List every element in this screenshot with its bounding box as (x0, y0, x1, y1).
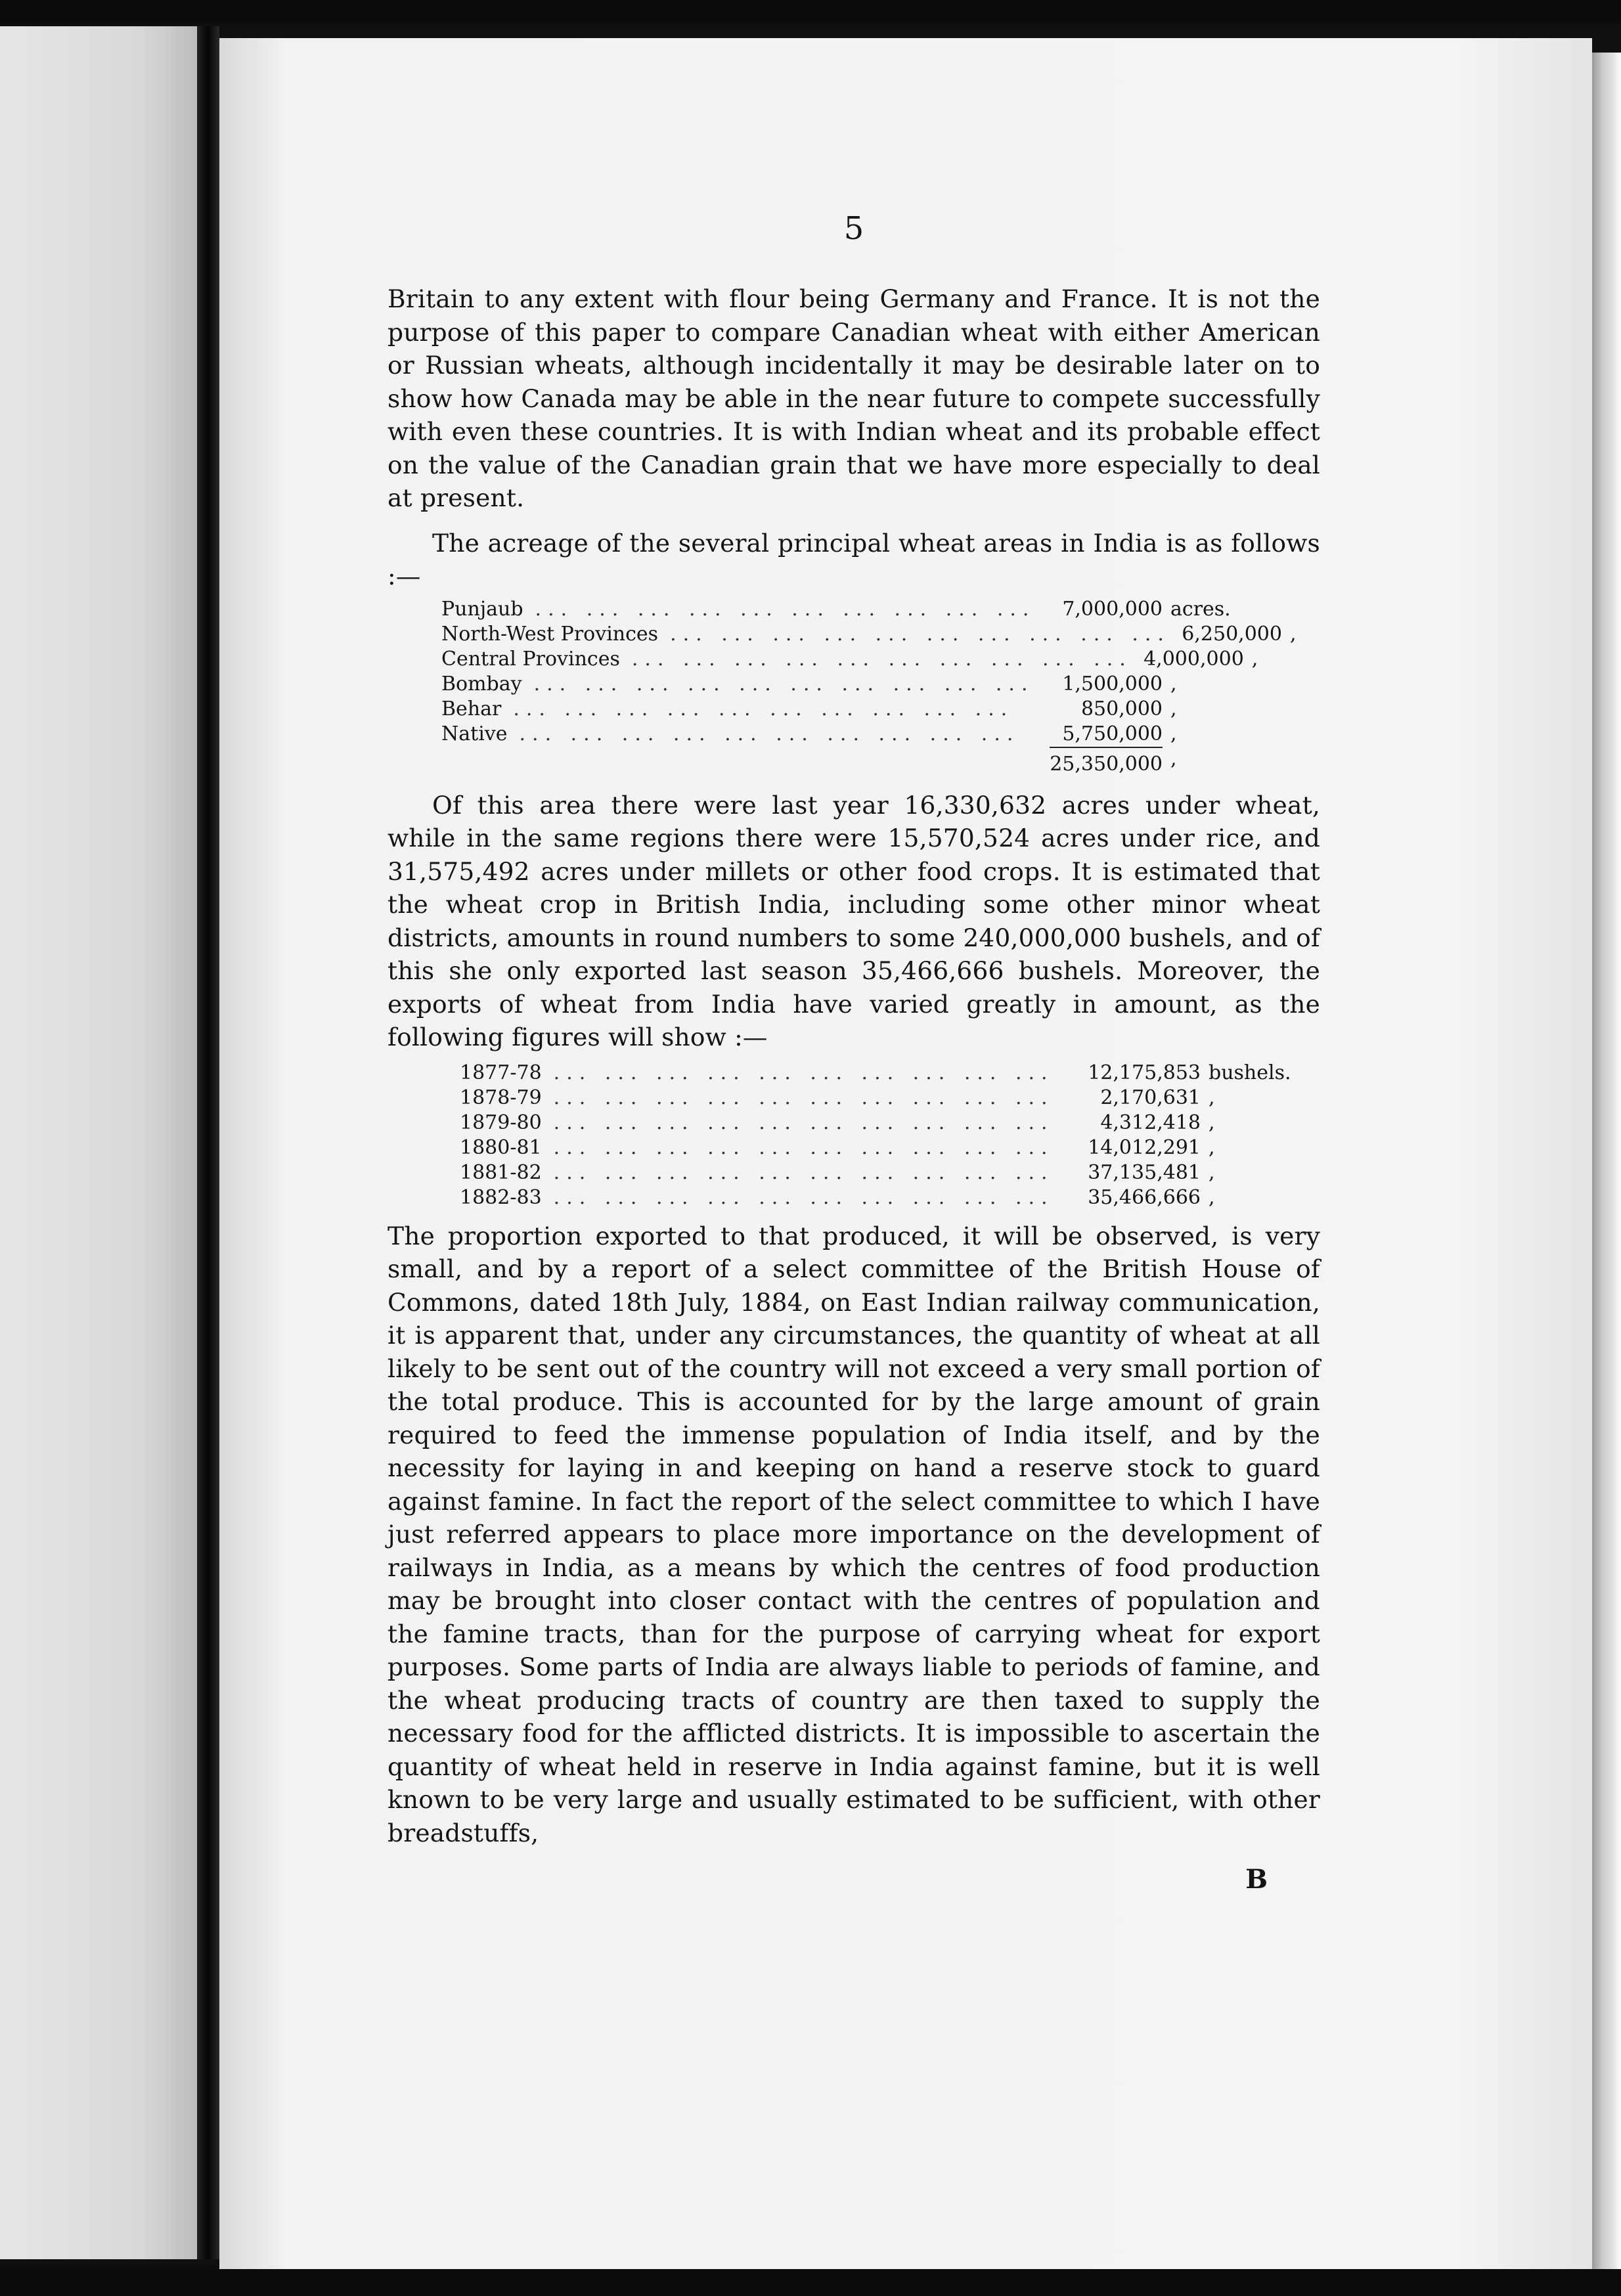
acreage-total-value: 25,350,000 (1050, 747, 1163, 777)
facing-page-edge (0, 26, 197, 2259)
film-bottom-border (0, 2269, 1621, 2296)
film-top-border (0, 0, 1621, 24)
table-row (388, 1136, 1294, 1160)
table-row (388, 1185, 1294, 1210)
table-row (388, 1061, 1294, 1086)
export-value: 12,175,853 (1088, 1061, 1201, 1084)
dot-leader: ... ... ... ... ... ... ... ... ... ... (670, 622, 1170, 646)
paragraph-acreage-intro: The acreage of the several principal wheat areas in India is as follows :— (388, 528, 1320, 590)
region-label: Punjaub (441, 597, 523, 621)
unit-label: acres. (1170, 597, 1231, 621)
unit-label: , (1209, 1160, 1215, 1184)
export-value: 2,170,631 (1100, 1086, 1201, 1109)
unit-label: , (1209, 1086, 1215, 1109)
dot-leader: ... ... ... ... ... ... ... ... ... ... (631, 647, 1132, 671)
year-label: 1882-83 (460, 1185, 542, 1209)
region-label: Bombay (441, 672, 522, 695)
year-label: 1879-80 (460, 1111, 542, 1134)
unit-label: , (1170, 722, 1177, 745)
table-row (388, 647, 1256, 672)
unit-label: , (1170, 697, 1177, 720)
region-label: Native (441, 722, 508, 745)
signature-mark: B (1245, 1864, 1268, 1895)
region-label: Central Provinces (441, 647, 620, 671)
unit-label: , (1251, 647, 1258, 671)
acreage-table (388, 597, 1320, 777)
acreage-value: 6,250,000 (1182, 622, 1282, 646)
acreage-value: 850,000 (1080, 697, 1163, 720)
year-label: 1877-78 (460, 1061, 542, 1084)
year-label: 1878-79 (460, 1086, 542, 1109)
acreage-value: 7,000,000 (1062, 597, 1163, 621)
table-row (388, 622, 1297, 647)
region-label: North-West Provinces (441, 622, 659, 646)
unit-label: , (1170, 672, 1177, 695)
dot-leader: ... ... ... ... ... ... ... ... ... ... (553, 1160, 1054, 1184)
dot-leader: ... ... ... ... ... ... ... ... ... ... (553, 1086, 1054, 1109)
dot-leader: ... ... ... ... ... ... ... ... ... ... (553, 1061, 1054, 1084)
export-value: 14,012,291 (1088, 1136, 1201, 1159)
table-row (388, 597, 1256, 622)
acreage-value: 5,750,000 (1062, 722, 1163, 745)
acreage-value: 4,000,000 (1144, 647, 1244, 671)
acreage-value: 1,500,000 (1062, 672, 1163, 695)
unit-label: , (1209, 1185, 1215, 1209)
paragraph-proportion: The proportion exported to that produced, it will be observed, is very small, and by a report of a select committee of the British House of Commons, dated 18th July, 1884, on East Indian railway communication, it is apparent that, under any circumstances, the quantity of wheat at all likely to be sent out of the country will not exceed a very small portion of the total produce. This is accounted for by the large amount of grain required to feed the immense population of India itself, and by the necessity for laying in and keeping on hand a reserve stock to guard against famine. In fact the report of the select committee to which I have just referred appears to place more importance on the development of railways in India, as a means by which the centres of food production may be brought into closer contact with the centres of population and the famine tracts, than for the purpose of carrying wheat for export purposes. Some parts of India are always liable to periods of famine, and the wheat producing tracts of country are then taxed to supply the necessary food for the afflicted districts. It is impossible to ascertain the quantity of wheat held in reserve in India against famine, but it is well known to be very large and usually estimated to be sufficient, with other breadstuffs, (388, 1221, 1320, 1847)
dot-leader: ... ... ... ... ... ... ... ... ... ... (535, 597, 1036, 621)
table-row (388, 722, 1256, 747)
acreage-total-row (388, 747, 1256, 777)
dot-leader: ... ... ... ... ... ... ... ... ... ... (519, 722, 1020, 745)
dot-leader: ... ... ... ... ... ... ... ... ... ... (553, 1136, 1054, 1159)
unit-label: , (1289, 622, 1297, 646)
page-number: 5 (843, 210, 864, 247)
table-row (388, 672, 1256, 697)
page-edge-right (1592, 53, 1621, 2272)
dot-leader: ... ... ... ... ... ... ... ... ... ... (513, 697, 1014, 720)
table-row (388, 697, 1256, 722)
unit-label: , (1209, 1111, 1215, 1134)
export-value: 4,312,418 (1100, 1111, 1201, 1134)
paragraph-area-detail: Of this area there were last year 16,330,632 acres under wheat, while in the same regions there were 15,570,524 acres under rice, and 31,575,492 acres under millets or other food crops. It is estimated that the wheat crop in British India, including some other minor wheat districts, amounts in round numbers to some 240,000,000 bushels, and of this she only exported last season 35,466,666 bushels. Moreover, the exports of wheat from India have varied greatly in amount, as the following figures will show :— (388, 790, 1320, 1051)
dot-leader: ... ... ... ... ... ... ... ... ... ... (553, 1185, 1054, 1209)
year-label: 1880-81 (460, 1136, 542, 1159)
unit-label: , (1209, 1136, 1215, 1159)
dot-leader: ... ... ... ... ... ... ... ... ... ... (533, 672, 1034, 695)
table-row (388, 1086, 1294, 1111)
exports-table (388, 1061, 1320, 1210)
export-value: 37,135,481 (1088, 1160, 1201, 1184)
dot-leader: ... ... ... ... ... ... ... ... ... ... (553, 1111, 1054, 1134)
unit-label: , (1170, 747, 1177, 770)
table-row (388, 1111, 1294, 1136)
page-content (388, 210, 1320, 1895)
book-gutter (197, 26, 219, 2259)
paragraph-1: Britain to any extent with flour being Germany and France. It is not the purpose of this paper to compare Canadian wheat with either American or Russian wheats, although incidentally it may be desirable later on to show how Canada may be able in the near future to compete successfully with even these countries. It is with Indian wheat and its probable effect on the value of the Canadian grain that we have more especially to deal at present. (388, 284, 1320, 512)
year-label: 1881-82 (460, 1160, 542, 1184)
unit-label: bushels. (1209, 1061, 1291, 1084)
export-value: 35,466,666 (1088, 1185, 1201, 1209)
region-label: Behar (441, 697, 502, 720)
table-row (388, 1160, 1294, 1185)
